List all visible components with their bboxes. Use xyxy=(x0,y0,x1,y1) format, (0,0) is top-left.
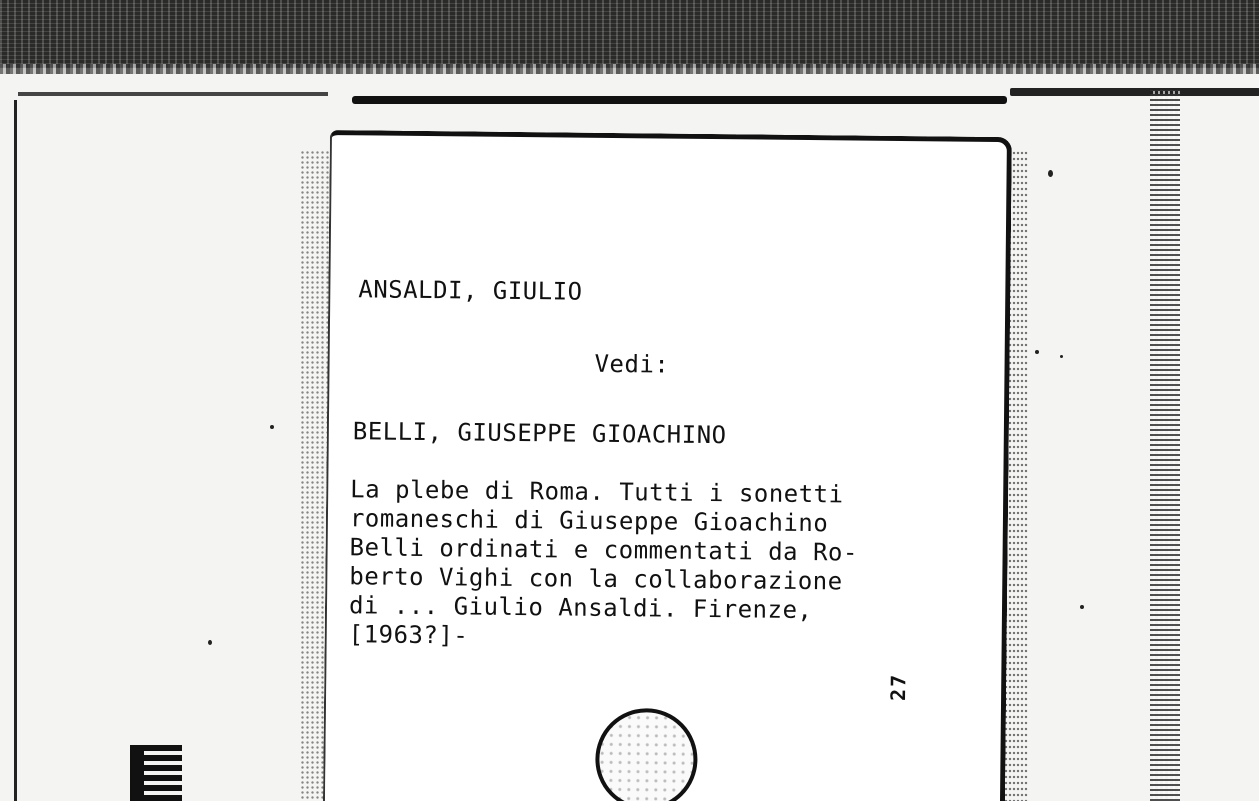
tray-line-left xyxy=(18,92,328,96)
left-vertical-rule xyxy=(14,100,17,801)
card-side-number: 27 xyxy=(886,672,911,702)
drawer-top-band xyxy=(0,0,1259,68)
drawer-edge-mark-bar xyxy=(130,745,144,801)
card-punch-hole xyxy=(595,708,698,801)
speck xyxy=(1048,170,1053,177)
speck xyxy=(1080,605,1084,609)
speck xyxy=(208,640,212,645)
tray-line-center xyxy=(352,96,1007,104)
speck xyxy=(1035,350,1039,354)
speck xyxy=(270,425,274,429)
tray-line-right xyxy=(1010,88,1259,96)
see-reference-label: Vedi: xyxy=(594,349,670,379)
speck xyxy=(1060,355,1063,358)
adjacent-card-edge xyxy=(1150,90,1180,801)
cross-reference-entry: BELLI, GIUSEPPE GIOACHINO xyxy=(352,417,727,450)
card-heading: ANSALDI, GIULIO xyxy=(358,275,583,306)
bibliographic-description: La plebe di Roma. Tutti i sonetti romaneschi di Giuseppe Gioachino Belli ordinati e commentati da Ro- berto Vighi con la collaborazione di ... Giulio Ansaldi. Firenze, [1963?]- xyxy=(348,475,859,650)
catalog-card xyxy=(323,130,1012,801)
drawer-top-edge xyxy=(0,64,1259,74)
